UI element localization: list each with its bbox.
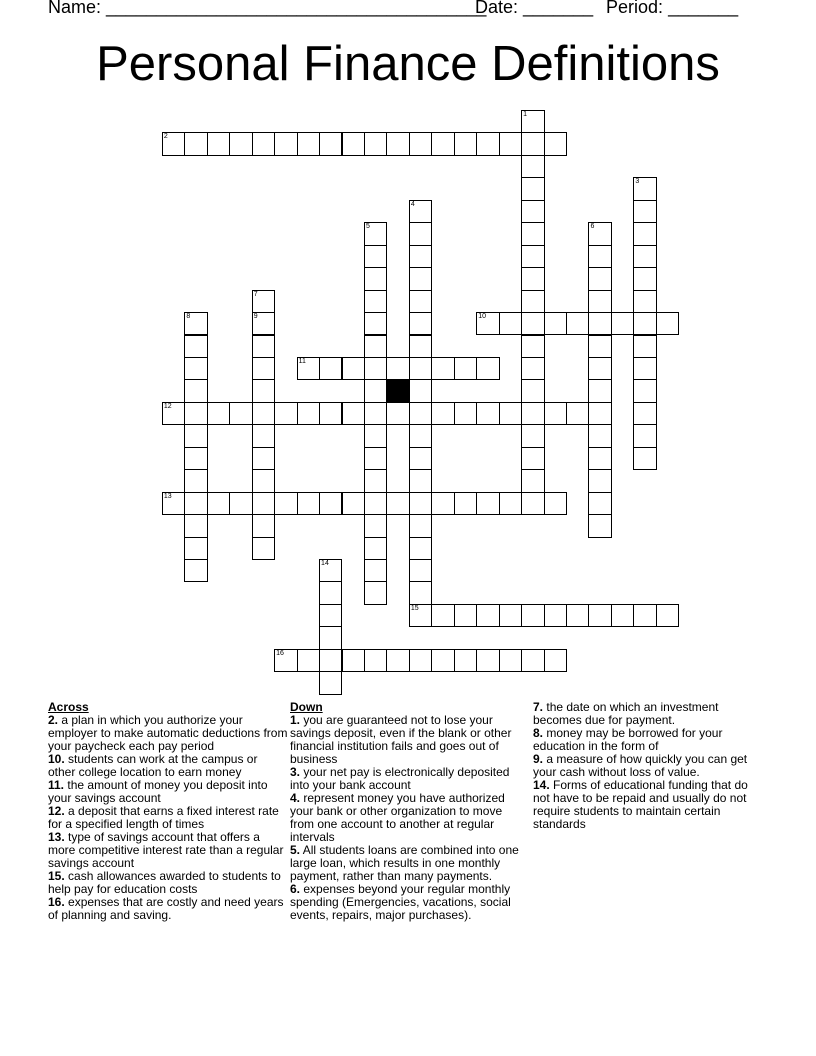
clue-number: 9 — [253, 313, 258, 321]
grid-cell[interactable] — [633, 312, 656, 335]
grid-cell[interactable] — [521, 402, 544, 425]
grid-cell[interactable] — [431, 649, 454, 672]
grid-cell[interactable] — [409, 312, 432, 335]
grid-cell[interactable] — [544, 402, 567, 425]
grid-cell[interactable] — [499, 132, 522, 155]
grid-cell[interactable] — [521, 379, 544, 402]
grid-cell[interactable] — [611, 604, 634, 627]
grid-cell[interactable] — [521, 492, 544, 515]
clue-item-number: 1. — [290, 713, 301, 727]
clue-item — [533, 701, 765, 727]
clue-item-text: represent money you have authorized your bank or other organization to move from one account to another at regular intervals — [290, 791, 505, 844]
clue-number: 2 — [163, 133, 168, 141]
grid-cell[interactable] — [409, 245, 432, 268]
grid-cell[interactable] — [521, 335, 544, 358]
down-clue-list — [290, 714, 522, 922]
grid-cell[interactable] — [431, 604, 454, 627]
grid-cell[interactable] — [207, 402, 230, 425]
grid-cell[interactable] — [409, 402, 432, 425]
grid-cell[interactable] — [454, 357, 477, 380]
grid-cell[interactable] — [364, 290, 387, 313]
clue-item-text: money may be borrowed for your education in the form of — [533, 726, 723, 753]
grid-cell[interactable] — [252, 469, 275, 492]
grid-cell[interactable] — [521, 649, 544, 672]
clue-item-number: 16. — [48, 895, 65, 909]
grid-cell[interactable] — [521, 447, 544, 470]
clue-item-text: students can work at the campus or other college location to earn money — [48, 752, 258, 779]
clue-item — [48, 896, 288, 922]
clue-number: 10 — [478, 313, 486, 321]
grid-cell[interactable] — [409, 649, 432, 672]
grid-cell[interactable] — [252, 447, 275, 470]
grid-cell[interactable] — [274, 402, 297, 425]
grid-cell[interactable] — [633, 379, 656, 402]
clue-number: 13 — [163, 492, 172, 500]
grid-cell[interactable] — [409, 290, 432, 313]
grid-cell[interactable] — [184, 357, 207, 380]
grid-cell[interactable] — [184, 335, 207, 358]
grid-cell[interactable] — [297, 357, 320, 380]
down-clues — [290, 701, 522, 922]
across-clue-list — [48, 714, 288, 922]
grid-cell[interactable] — [364, 379, 387, 402]
grid-cell[interactable] — [252, 132, 275, 155]
name-blank[interactable]: ______________________________________ — [106, 0, 487, 17]
clue-item-text: cash allowances awarded to students to help pay for education costs — [48, 869, 281, 896]
grid-cell[interactable] — [252, 290, 275, 313]
clue-item-text: All students loans are combined into one large loan, which results in one monthly payment, rather than many payments. — [290, 843, 519, 883]
grid-cell[interactable] — [588, 335, 611, 358]
grid-cell[interactable] — [633, 357, 656, 380]
clue-item — [48, 714, 288, 753]
period-label: Period: — [606, 0, 664, 17]
grid-cell[interactable] — [454, 492, 477, 515]
grid-cell[interactable] — [588, 514, 611, 537]
grid-cell[interactable] — [431, 357, 454, 380]
grid-cell[interactable] — [431, 492, 454, 515]
grid-cell[interactable] — [297, 132, 320, 155]
grid-cell[interactable] — [252, 379, 275, 402]
clue-item-text: a plan in which you authorize your employer to make automatic deductions from your paycheck each pay period — [48, 713, 288, 753]
grid-cell[interactable] — [431, 402, 454, 425]
grid-cell[interactable] — [499, 312, 522, 335]
grid-cell[interactable] — [633, 335, 656, 358]
grid-cell[interactable] — [184, 312, 207, 335]
grid-cell[interactable] — [544, 604, 567, 627]
grid-cell[interactable] — [252, 312, 275, 335]
grid-cell[interactable] — [252, 514, 275, 537]
clue-item-number: 11. — [48, 778, 65, 792]
grid-cell[interactable] — [342, 402, 365, 425]
grid-cell[interactable] — [364, 649, 387, 672]
clue-item — [48, 870, 288, 896]
clue-item-text: your net pay is electronically deposited into your bank account — [290, 765, 510, 792]
clue-item-number: 12. — [48, 804, 65, 818]
clue-item-text: the amount of money you deposit into your savings account — [48, 778, 268, 805]
grid-cell[interactable] — [184, 559, 207, 582]
clue-item-number: 15. — [48, 869, 65, 883]
grid-cell[interactable] — [544, 492, 567, 515]
grid-cell[interactable] — [476, 604, 499, 627]
grid-cell[interactable] — [297, 492, 320, 515]
grid-cell[interactable] — [566, 402, 589, 425]
grid-cell[interactable] — [319, 357, 342, 380]
grid-cell[interactable] — [521, 469, 544, 492]
grid-cell[interactable] — [184, 492, 207, 515]
clue-item-number: 3. — [290, 765, 301, 779]
clue-item-text: Forms of educational funding that do not have to be repaid and usually do not require students to maintain certain standards — [533, 778, 748, 831]
grid-cell[interactable] — [364, 492, 387, 515]
grid-cell[interactable] — [342, 649, 365, 672]
grid-cell[interactable] — [364, 424, 387, 447]
clue-number: 8 — [186, 313, 191, 321]
grid-cell[interactable] — [229, 492, 252, 515]
grid-cell[interactable] — [588, 267, 611, 290]
grid-cell[interactable] — [409, 559, 432, 582]
grid-cell[interactable] — [521, 155, 544, 178]
date-blank[interactable]: _______ — [523, 0, 594, 17]
clue-item-number: 10. — [48, 752, 65, 766]
grid-cell[interactable] — [409, 604, 432, 627]
grid-cell[interactable] — [229, 402, 252, 425]
clue-number: 7 — [253, 290, 258, 298]
clue-item — [290, 792, 522, 844]
grid-cell[interactable] — [633, 267, 656, 290]
grid-cell[interactable] — [633, 402, 656, 425]
across-clues — [48, 701, 288, 922]
clue-item — [48, 805, 288, 831]
clue-item-text: expenses beyond your regular monthly spending (Emergencies, vacations, social events, repairs, major purchases). — [290, 882, 511, 922]
grid-cell[interactable] — [364, 402, 387, 425]
grid-cell[interactable] — [319, 671, 342, 694]
grid-cell[interactable] — [386, 402, 409, 425]
grid-cell[interactable] — [319, 581, 342, 604]
grid-cell[interactable] — [633, 245, 656, 268]
grid-cell[interactable] — [633, 200, 656, 223]
grid-cell[interactable] — [499, 402, 522, 425]
clue-item — [533, 779, 765, 831]
grid-cell[interactable] — [633, 424, 656, 447]
grid-cell[interactable] — [521, 177, 544, 200]
clue-number: 15 — [410, 604, 419, 612]
down-clue-list-continued — [533, 701, 765, 831]
grid-cell[interactable] — [207, 492, 230, 515]
grid-cell[interactable] — [454, 132, 477, 155]
grid-cell[interactable] — [476, 357, 499, 380]
grid-cell[interactable] — [274, 132, 297, 155]
grid-cell[interactable] — [319, 649, 342, 672]
grid-cell[interactable] — [364, 581, 387, 604]
grid-cell[interactable] — [364, 469, 387, 492]
grid-cell[interactable] — [364, 357, 387, 380]
clue-item — [533, 727, 765, 753]
grid-cell[interactable] — [252, 492, 275, 515]
grid-cell[interactable] — [184, 514, 207, 537]
clue-item-number: 8. — [533, 726, 544, 740]
grid-cell[interactable] — [184, 132, 207, 155]
clue-number: 14 — [321, 560, 329, 567]
grid-cell[interactable] — [588, 379, 611, 402]
grid-cell[interactable] — [656, 312, 679, 335]
clue-item-text: type of savings account that offers a more competitive interest rate than a regular savings account — [48, 830, 284, 870]
grid-cell[interactable] — [476, 649, 499, 672]
clue-item-text: you are guaranteed not to lose your savings deposit, even if the blank or other financial institution fails and goes out of business — [290, 713, 512, 766]
clue-item-text: a deposit that earns a fixed interest rate for a specified length of times — [48, 804, 279, 831]
grid-cell[interactable] — [566, 312, 589, 335]
grid-cell[interactable] — [454, 402, 477, 425]
page-title: Personal Finance Definitions — [96, 37, 720, 91]
clue-number: 1 — [523, 111, 527, 118]
clue-item-number: 5. — [290, 843, 301, 857]
down-heading: Down — [290, 700, 323, 714]
clue-item-text: the date on which an investment becomes due for payment. — [533, 700, 719, 727]
clue-item-number: 2. — [48, 713, 59, 727]
grid-cell[interactable] — [588, 492, 611, 515]
clue-item — [48, 753, 288, 779]
clue-item — [48, 831, 288, 870]
grid-cell[interactable] — [588, 402, 611, 425]
grid-cell[interactable] — [319, 492, 342, 515]
grid-cell[interactable] — [162, 132, 185, 155]
grid-cell[interactable] — [588, 447, 611, 470]
grid-cell[interactable] — [476, 312, 499, 335]
grid-cell[interactable] — [521, 267, 544, 290]
grid-cell[interactable] — [588, 245, 611, 268]
grid-cell[interactable] — [297, 402, 320, 425]
grid-cell[interactable] — [588, 312, 611, 335]
clue-item-text: a measure of how quickly you can get your cash without loss of value. — [533, 752, 748, 779]
grid-cell[interactable] — [521, 424, 544, 447]
grid-cell[interactable] — [409, 537, 432, 560]
grid-cell[interactable] — [319, 626, 342, 649]
grid-cell[interactable] — [454, 649, 477, 672]
grid-cell[interactable] — [521, 245, 544, 268]
clue-number: 16 — [276, 649, 284, 657]
grid-cell[interactable] — [476, 492, 499, 515]
grid-cell[interactable] — [476, 132, 499, 155]
grid-cell[interactable] — [386, 132, 409, 155]
grid-cell[interactable] — [588, 357, 611, 380]
grid-cell[interactable] — [454, 604, 477, 627]
clue-item — [533, 753, 765, 779]
grid-cell[interactable] — [521, 604, 544, 627]
grid-cell[interactable] — [521, 357, 544, 380]
grid-cell[interactable] — [566, 604, 589, 627]
grid-cell[interactable] — [386, 649, 409, 672]
grid-cell[interactable] — [499, 604, 522, 627]
grid-cell[interactable] — [342, 132, 365, 155]
grid-cell[interactable] — [409, 447, 432, 470]
grid-cell[interactable] — [521, 222, 544, 245]
grid-cell[interactable] — [319, 132, 342, 155]
grid-cell[interactable] — [409, 132, 432, 155]
grid-cell[interactable] — [229, 132, 252, 155]
grid-cell[interactable] — [252, 424, 275, 447]
grid-cell[interactable] — [252, 537, 275, 560]
grid-cell[interactable] — [544, 132, 567, 155]
grid-cell[interactable] — [252, 335, 275, 358]
grid-cell[interactable] — [364, 267, 387, 290]
clue-item-number: 13. — [48, 830, 65, 844]
grid-cell[interactable] — [364, 312, 387, 335]
grid-cell[interactable] — [409, 267, 432, 290]
grid-cell[interactable] — [274, 492, 297, 515]
clue-item-number: 4. — [290, 791, 301, 805]
clue-item — [290, 766, 522, 792]
grid-cell[interactable] — [207, 132, 230, 155]
grid-cell[interactable] — [521, 200, 544, 223]
grid-cell[interactable] — [521, 312, 544, 335]
clue-number: 12 — [163, 402, 172, 410]
grid-cell[interactable] — [184, 447, 207, 470]
grid-cell[interactable] — [656, 604, 679, 627]
grid-cell[interactable] — [588, 222, 611, 245]
grid-cell[interactable] — [342, 357, 365, 380]
grid-cell[interactable] — [364, 537, 387, 560]
grid-cell[interactable] — [364, 447, 387, 470]
grid-cell[interactable] — [431, 132, 454, 155]
grid-cell[interactable] — [409, 581, 432, 604]
grid-cell[interactable] — [409, 357, 432, 380]
grid-cell[interactable] — [386, 357, 409, 380]
grid-cell[interactable] — [184, 537, 207, 560]
grid-cell[interactable] — [409, 200, 432, 223]
clue-item — [290, 714, 522, 766]
block-cell — [386, 379, 409, 402]
grid-cell[interactable] — [364, 222, 387, 245]
clue-item — [290, 844, 522, 883]
clue-item-text: expenses that are costly and need years of planning and saving. — [48, 895, 284, 922]
grid-cell[interactable] — [409, 379, 432, 402]
grid-cell[interactable] — [364, 132, 387, 155]
grid-cell[interactable] — [409, 469, 432, 492]
grid-cell[interactable] — [162, 492, 185, 515]
grid-cell[interactable] — [521, 132, 544, 155]
across-heading: Across — [48, 700, 89, 714]
grid-cell[interactable] — [274, 649, 297, 672]
grid-cell[interactable] — [297, 649, 320, 672]
clue-number: 6 — [590, 223, 595, 231]
grid-cell[interactable] — [252, 402, 275, 425]
grid-cell[interactable] — [544, 649, 567, 672]
grid-cell[interactable] — [162, 402, 185, 425]
grid-cell[interactable] — [364, 514, 387, 537]
grid-cell[interactable] — [499, 649, 522, 672]
clue-item — [290, 883, 522, 922]
grid-cell[interactable] — [521, 110, 544, 133]
grid-cell[interactable] — [364, 245, 387, 268]
grid-cell[interactable] — [184, 424, 207, 447]
grid-cell[interactable] — [588, 424, 611, 447]
clue-number: 4 — [410, 200, 415, 208]
grid-cell[interactable] — [409, 222, 432, 245]
grid-cell[interactable] — [319, 604, 342, 627]
clue-item-number: 6. — [290, 882, 301, 896]
grid-cell[interactable] — [409, 424, 432, 447]
clue-number: 5 — [365, 223, 370, 231]
period-blank[interactable]: _______ — [668, 0, 739, 17]
clue-number: 3 — [635, 178, 640, 186]
grid-cell[interactable] — [633, 604, 656, 627]
grid-cell[interactable] — [319, 559, 342, 582]
grid-cell[interactable] — [319, 402, 342, 425]
grid-cell[interactable] — [409, 492, 432, 515]
grid-cell[interactable] — [184, 469, 207, 492]
grid-cell[interactable] — [633, 447, 656, 470]
grid-cell[interactable] — [633, 222, 656, 245]
grid-cell[interactable] — [409, 514, 432, 537]
grid-cell[interactable] — [184, 379, 207, 402]
grid-cell[interactable] — [252, 357, 275, 380]
grid-cell[interactable] — [633, 290, 656, 313]
clue-item-number: 7. — [533, 700, 544, 714]
grid-cell[interactable] — [588, 469, 611, 492]
grid-cell[interactable] — [476, 402, 499, 425]
grid-cell[interactable] — [521, 290, 544, 313]
clue-item-number: 14. — [533, 778, 550, 792]
grid-cell[interactable] — [611, 312, 634, 335]
grid-cell[interactable] — [633, 177, 656, 200]
date-label: Date: — [475, 0, 519, 17]
grid-cell[interactable] — [364, 559, 387, 582]
grid-cell[interactable] — [588, 290, 611, 313]
grid-cell[interactable] — [364, 335, 387, 358]
clue-item-number: 9. — [533, 752, 544, 766]
clue-number: 11 — [298, 357, 306, 365]
grid-cell[interactable] — [499, 492, 522, 515]
grid-cell[interactable] — [184, 402, 207, 425]
name-label: Name: — [48, 0, 102, 17]
down-clues-continued — [533, 701, 765, 831]
grid-cell[interactable] — [544, 312, 567, 335]
grid-cell[interactable] — [386, 492, 409, 515]
clue-item — [48, 779, 288, 805]
grid-cell[interactable] — [409, 335, 432, 358]
grid-cell[interactable] — [342, 492, 365, 515]
grid-cell[interactable] — [588, 604, 611, 627]
